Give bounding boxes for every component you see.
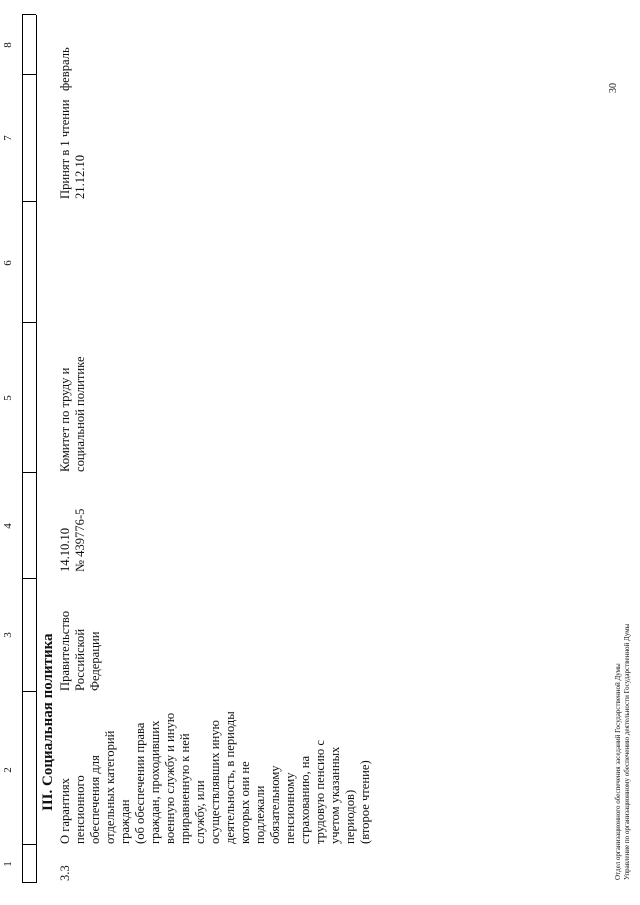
bill-title-line: военную службу и иную <box>163 712 177 844</box>
bill-title-line: периодов) <box>343 789 357 844</box>
column-number: 4 <box>2 523 14 529</box>
col-divider-7 <box>22 201 36 202</box>
col-divider-9 <box>22 14 36 15</box>
bill-title-line: которых они не <box>238 761 252 844</box>
bill-title-line: пенсионному <box>283 772 297 844</box>
column-number: 1 <box>2 861 14 867</box>
bill-title-line: обязательному <box>268 765 282 844</box>
bill-title-line: (второе чтение) <box>358 760 372 844</box>
status-line: Принят в 1 чтении <box>58 99 72 199</box>
section-title: III. Социальная политика <box>40 633 56 811</box>
table-top-rule <box>22 15 23 883</box>
footer-line: Управление по организационному обеспечению деятельности Государственной Думы <box>622 623 631 880</box>
registration <box>58 474 88 572</box>
bill-title-line: деятельность, в периоды <box>223 711 237 844</box>
bill-title-line: обеспечения для <box>88 755 102 844</box>
bill-title-line: приравненную к ней <box>178 733 192 844</box>
bill-title-line: отдельных категорий <box>103 730 117 844</box>
col-divider-4 <box>22 578 36 579</box>
col-divider-5 <box>22 472 36 473</box>
bill-title <box>58 694 373 844</box>
bill-title-line: граждан, проходивших <box>148 720 162 844</box>
column-number: 7 <box>2 135 14 141</box>
footer <box>614 624 631 880</box>
bill-title-line: службу, или <box>193 780 207 844</box>
initiator <box>58 579 103 691</box>
initiator-line: Правительство <box>58 610 72 691</box>
bill-title-line: (об обеспечении права <box>133 722 147 844</box>
col-divider-6 <box>22 322 36 323</box>
col-divider-2 <box>22 844 36 845</box>
table-header-rule <box>36 15 37 883</box>
page-number: 30 <box>608 83 619 93</box>
initiator-line: Российской Федерации <box>73 628 102 691</box>
row-number: 3.3 <box>58 865 72 881</box>
column-number: 3 <box>2 632 14 638</box>
bill-number: № 439776-5 <box>73 508 87 572</box>
bill-title-line: осуществлявших иную <box>208 720 222 844</box>
planned-month: февраль <box>58 47 72 91</box>
status-line: 21.12.10 <box>73 154 87 199</box>
col-divider-3 <box>22 691 36 692</box>
col-divider-8 <box>22 74 36 75</box>
bill-title-line: трудовую пенсию с <box>313 740 327 844</box>
committee <box>58 324 88 472</box>
bill-title-line: учетом указанных <box>328 746 342 844</box>
committee-line: Комитет по труду и <box>58 367 72 472</box>
status <box>58 81 88 199</box>
bill-title-line: подлежали <box>253 785 267 844</box>
footer-line: Отдел организационного обеспечения заседаний Государственной Думы <box>614 663 622 880</box>
registration-date: 14.10.10 <box>58 527 72 572</box>
col-divider-1 <box>22 882 36 883</box>
bill-title-line: граждан <box>118 799 132 844</box>
column-number: 5 <box>2 395 14 401</box>
committee-line: социальной политике <box>73 356 87 472</box>
bill-title-line: страхованию, на <box>298 755 312 844</box>
bill-title-line: пенсионного <box>73 775 87 844</box>
column-number: 6 <box>2 260 14 266</box>
column-number: 2 <box>2 767 14 773</box>
bill-title-line: О гарантиях <box>58 778 72 844</box>
column-number: 8 <box>2 42 14 48</box>
